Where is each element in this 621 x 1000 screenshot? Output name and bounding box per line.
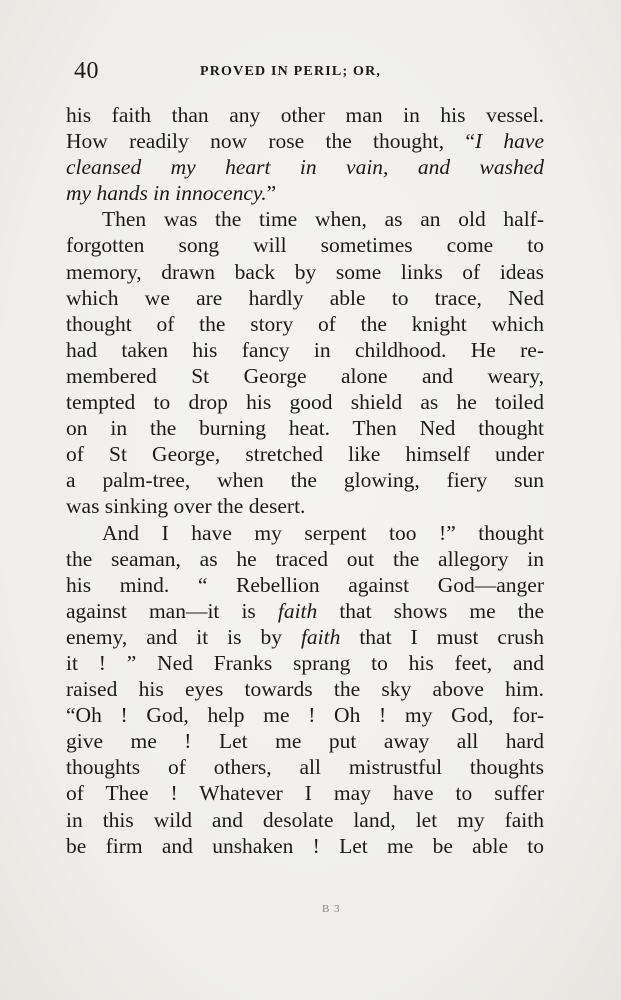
- running-title: PROVED IN PERIL; OR,: [200, 64, 382, 79]
- running-head: [74, 58, 544, 92]
- text-line: be firm and unshaken ! Let me be able to: [66, 833, 544, 858]
- text-fragment: that I must crush: [340, 624, 544, 649]
- text-line: on in the burning heat. Then Ned thought: [66, 416, 544, 441]
- text-line: memory, drawn back by some links of ideas: [66, 259, 544, 284]
- text-line: give me ! Let me put away all hard: [66, 729, 544, 754]
- text-line: And I have my serpent too !” thought: [102, 520, 544, 545]
- quotation-italic: my hands in innocency.: [66, 181, 267, 206]
- text-line: [66, 598, 544, 624]
- text-line: had taken his fancy in childhood. He re-: [66, 337, 544, 362]
- text-line: of Thee ! Whatever I may have to suffer: [66, 781, 544, 806]
- emphasis-italic: faith: [277, 598, 318, 623]
- text-line: his faith than any other man in his vessel.: [66, 103, 544, 127]
- signature-mark: B 3: [322, 903, 341, 915]
- page-number: 40: [74, 58, 99, 84]
- text-line: the seaman, as he traced out the allegory in: [66, 546, 544, 571]
- text-line: a palm-tree, when the glowing, fiery sun: [66, 468, 544, 493]
- text-line: [66, 624, 544, 650]
- text-line: raised his eyes towards the sky above him.: [66, 677, 544, 702]
- text-fragment: that shows me the: [317, 598, 544, 623]
- text-line: it ! ” Ned Franks sprang to his feet, and: [66, 650, 544, 675]
- text-line: membered St George alone and weary,: [66, 363, 544, 388]
- text-fragment: ”: [266, 181, 277, 206]
- text-line: “Oh ! God, help me ! Oh ! my God, for-: [66, 703, 544, 728]
- text-line: in this wild and desolate land, let my faith: [66, 807, 544, 832]
- text-fragment: How readily now rose the thought, “: [66, 129, 475, 154]
- text-line: [66, 180, 544, 206]
- text-line: which we are hardly able to trace, Ned: [66, 285, 544, 310]
- text-line: cleansed my heart in vain, and washed: [66, 155, 544, 180]
- text-line: his mind. “ Rebellion against God—anger: [66, 572, 544, 597]
- text-line: Then was the time when, as an old half-: [102, 207, 544, 232]
- text-line: was sinking over the desert.: [66, 494, 306, 519]
- quotation-italic: I have: [474, 129, 544, 154]
- text-line: forgotten song will sometimes come to: [66, 233, 544, 258]
- text-line: tempted to drop his good shield as he toiled: [66, 390, 544, 415]
- text-line: [66, 128, 544, 154]
- emphasis-italic: faith: [300, 624, 341, 649]
- body-text: [66, 102, 544, 859]
- text-fragment: against man—it is: [66, 598, 278, 623]
- text-fragment: enemy, and it is by: [66, 624, 301, 649]
- text-line: thoughts of others, all mistrustful thoughts: [66, 755, 544, 780]
- text-line: thought of the story of the knight which: [66, 311, 544, 336]
- text-line: of St George, stretched like himself under: [66, 442, 544, 467]
